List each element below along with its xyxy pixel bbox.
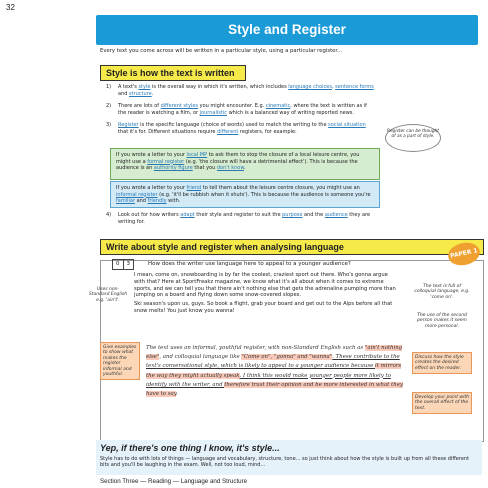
title-banner (96, 15, 478, 45)
point-number: 2) (106, 103, 112, 110)
point-number: 1) (106, 84, 112, 90)
text: and the (302, 212, 325, 218)
term: authority figure (153, 165, 193, 171)
paper-badge: PAPER 1 (446, 240, 482, 268)
page-title: Style and Register (228, 22, 346, 37)
text: and (134, 198, 148, 204)
annotation-develop: Develop your point with the overall effect of the text. (412, 392, 472, 414)
text: There are lots of (118, 103, 161, 110)
text: . (243, 165, 246, 171)
text: that it's for. Different situations require (118, 128, 218, 135)
question-number (112, 259, 134, 270)
annotation-second-person: The use of the second person makes it seem more personal. (417, 313, 467, 329)
text: . (151, 90, 154, 97)
annotation-effect: Discuss how the style creates the desired effect on the reader. (412, 352, 472, 374)
highlighted-phrase: it mirrors the way they might actually speak (146, 363, 402, 379)
text: they are writing for. (118, 212, 371, 225)
term: local MP (186, 152, 208, 158)
point-2 (104, 103, 374, 116)
text: with. (166, 198, 181, 204)
text: Look out for how writers (118, 212, 181, 218)
footer: Section Three — Reading — Language and Structure (100, 478, 248, 485)
extract-paragraph: I mean, come on, snowboarding is by far the coolest, craziest sport out there. Who's gonna argue with that? Here at SportFreakz magazine, we know what it's all about when it comes to extreme sports, and we can tell you that there ain't nothing else that gets the adrenaline pumping more than jumping on a board and flying down some snow-covered slopes. (134, 272, 396, 299)
point-number: 3) (106, 122, 112, 129)
annotation-non-standard: Uses non-Standard English e.g. 'ain't'. (88, 287, 128, 303)
text: their style and register to suit the (194, 212, 283, 218)
term: formal register (147, 158, 185, 165)
term: social situation (328, 122, 366, 129)
text: that you (192, 165, 217, 171)
term: Register (118, 122, 139, 129)
term: audience (324, 212, 348, 218)
term: informal register (116, 191, 158, 198)
question-digit: 3 (126, 261, 130, 267)
text: which is a balanced way of writing reported news. (226, 109, 354, 116)
term: different styles (160, 103, 199, 110)
annotation-examples: Give examples to show what makes the register informal and youthful. (100, 342, 140, 380)
text: If you wrote a letter to your (116, 185, 187, 191)
tip-title: Yep, if there's one thing I know, it's style... (100, 443, 280, 453)
section-heading-style-label: Style is how the text is written (106, 68, 235, 78)
quote: "ain't nothing else" (146, 345, 403, 361)
section-heading-analysing-label: Write about style and register when analysing language (106, 242, 344, 252)
annotation-colloquial: The text is full of colloquial language, e.g. 'come on'. (414, 284, 470, 300)
question-digit: 0 (113, 260, 124, 269)
term: cinematic (265, 103, 291, 110)
point-3 (104, 122, 374, 135)
text: , where the text is written as if the reader is watching a film, or (118, 103, 367, 116)
extract-text (134, 272, 400, 315)
term: don't know (216, 165, 244, 171)
question-text: How does the writer use language here to appeal to a younger audience? (148, 261, 351, 267)
formal-register-example (110, 148, 380, 180)
text: to tell them about the leisure centre closure, you might use an (201, 185, 360, 191)
section-heading-style (100, 65, 246, 81)
text: . These contribute to the text's conversational style, which is likely to appeal to a younger audience because (146, 354, 400, 370)
term: structure (129, 90, 152, 97)
text: you might encounter. E.g. (198, 103, 266, 110)
points-list (104, 84, 374, 142)
extract-paragraph: Ski season's upon us, guys. So book a flight, grab your board and get out to the Alps before all that snow melts! You just know you wanna! (134, 301, 393, 314)
point-number: 4) (106, 212, 112, 218)
intro-text: Every text you come across will be written in a particular style, using a particular register... (100, 48, 343, 54)
term: journalistic (199, 109, 227, 116)
text: , (331, 84, 336, 90)
section-heading-analysing (100, 239, 484, 255)
text: (e.g. 'the closure will have a detrimental effect'). This is because the audience is an (116, 158, 358, 171)
text: The text uses an informal, youthful register, with non-Standard English such as (146, 345, 365, 351)
text: . I think this would make younger people more likely to identify with the writer, and (146, 372, 391, 388)
highlighted-phrase: therefore trust their opinion and be more interested in what they have to say (146, 381, 403, 398)
term: adapt (180, 212, 195, 218)
sample-answer (146, 344, 406, 399)
tip-body: Style has to do with lots of things — language and vocabulary, structure, tone... so just think about how the style is built up from all these different bits and you'll be laughing in the exam. Well, not too loud, mind... (100, 456, 470, 469)
point-4 (104, 212, 374, 231)
text: and (118, 90, 129, 97)
text: . (176, 391, 178, 398)
term: purpose (282, 212, 303, 218)
text: is the overall way in which it's written, which includes (150, 84, 289, 90)
thought-bubble: Register can be thought of as a part of style. (385, 124, 441, 152)
text: registers, for example: (238, 128, 297, 135)
informal-register-example (110, 181, 380, 208)
term: friendly (147, 198, 167, 204)
term: sentence forms (335, 84, 374, 90)
term: familiar (116, 198, 135, 204)
text: If you wrote a letter to your (116, 152, 187, 158)
text: , and colloquial language like (159, 354, 242, 361)
term: style (138, 84, 151, 90)
page-number: 32 (6, 3, 15, 12)
text: is the specific language (choice of words) used to match the writing to the (138, 122, 329, 129)
point-1 (104, 84, 374, 97)
point-4-row (104, 212, 374, 225)
text: A text's (118, 84, 139, 90)
term: different (217, 128, 239, 135)
term: language choices (288, 84, 332, 90)
term: friend (186, 185, 202, 191)
text: (e.g. 'it'll be rubbish when it shuts'). This is because the audience is someone you're (157, 191, 371, 198)
quote: "Come on", "gonna" and "wanna" (241, 354, 333, 361)
text: to ask them to stop the closure of a local leisure centre, you might use a (116, 152, 360, 165)
